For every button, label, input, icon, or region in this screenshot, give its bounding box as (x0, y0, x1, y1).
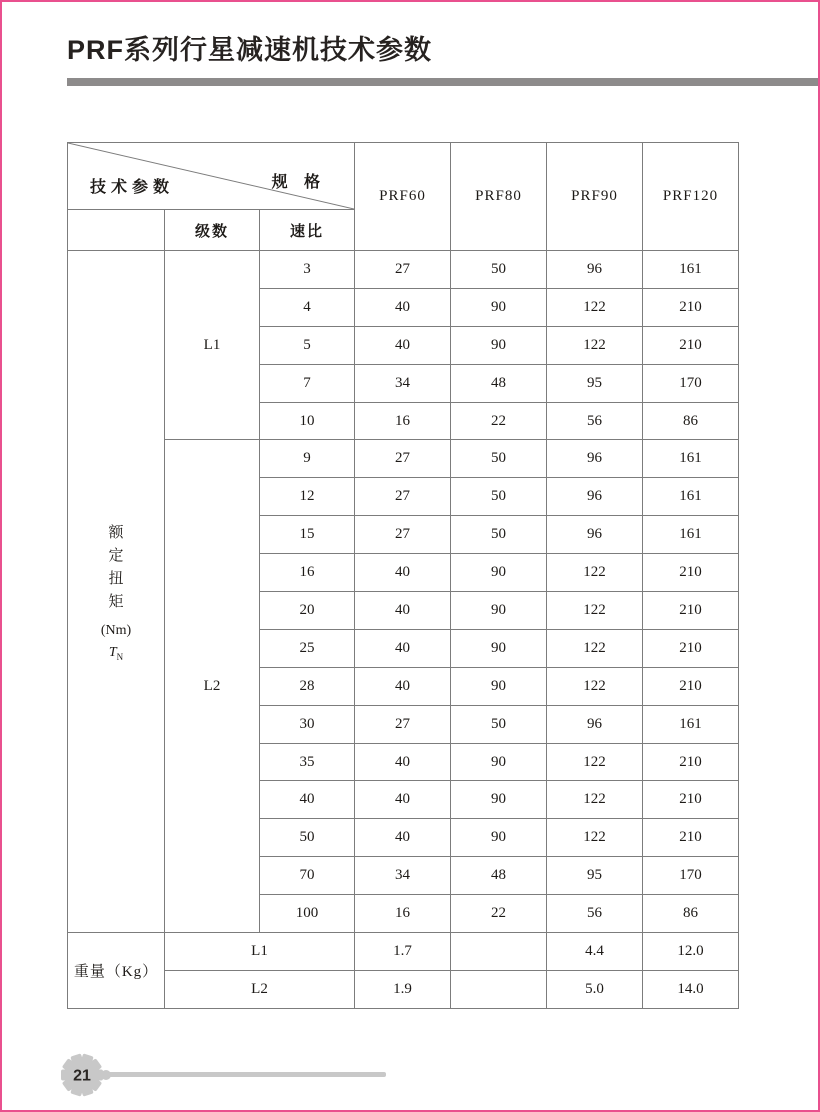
weight-value-cell: 14.0 (643, 971, 739, 1009)
corner-label-spec: 规 格 (271, 174, 327, 191)
value-cell: 122 (547, 819, 643, 857)
value-cell: 210 (643, 326, 739, 364)
value-cell: 86 (643, 402, 739, 440)
value-cell: 90 (451, 554, 547, 592)
weight-value-cell (451, 971, 547, 1009)
blank-cell (68, 210, 165, 251)
value-cell: 161 (643, 440, 739, 478)
value-cell: 95 (547, 857, 643, 895)
value-cell: 210 (643, 288, 739, 326)
stage-cell: L2 (165, 440, 260, 933)
value-cell: 22 (451, 895, 547, 933)
value-cell: 90 (451, 819, 547, 857)
ratio-cell: 100 (260, 895, 355, 933)
footer-line (108, 1072, 386, 1077)
value-cell: 40 (355, 819, 451, 857)
ratio-cell: 28 (260, 667, 355, 705)
value-cell: 27 (355, 705, 451, 743)
subheader-ratio: 速比 (260, 210, 355, 251)
value-cell: 90 (451, 629, 547, 667)
column-header-prf80: PRF80 (451, 143, 547, 251)
value-cell: 27 (355, 251, 451, 289)
weight-value-cell: 5.0 (547, 971, 643, 1009)
ratio-cell: 15 (260, 516, 355, 554)
spec-table (67, 142, 739, 1009)
value-cell: 95 (547, 364, 643, 402)
value-cell: 90 (451, 781, 547, 819)
ratio-cell: 5 (260, 326, 355, 364)
ratio-cell: 40 (260, 781, 355, 819)
value-cell: 161 (643, 478, 739, 516)
value-cell: 122 (547, 629, 643, 667)
value-cell: 90 (451, 326, 547, 364)
value-cell: 48 (451, 857, 547, 895)
column-header-prf90: PRF90 (547, 143, 643, 251)
value-cell: 16 (355, 402, 451, 440)
value-cell: 96 (547, 705, 643, 743)
value-cell: 22 (451, 402, 547, 440)
ratio-cell: 3 (260, 251, 355, 289)
value-cell: 40 (355, 554, 451, 592)
value-cell: 90 (451, 667, 547, 705)
column-header-prf120: PRF120 (643, 143, 739, 251)
ratio-cell: 35 (260, 743, 355, 781)
ratio-cell: 50 (260, 819, 355, 857)
value-cell: 122 (547, 743, 643, 781)
value-cell: 50 (451, 478, 547, 516)
value-cell: 56 (547, 895, 643, 933)
torque-label-cell (68, 251, 165, 933)
value-cell: 40 (355, 288, 451, 326)
value-cell: 122 (547, 592, 643, 630)
value-cell: 16 (355, 895, 451, 933)
weight-value-cell (451, 933, 547, 971)
table-corner-cell (68, 143, 355, 210)
value-cell: 40 (355, 326, 451, 364)
value-cell: 210 (643, 554, 739, 592)
page-number-gear-badge (58, 1051, 106, 1099)
stage-cell: L1 (165, 251, 260, 440)
ratio-cell: 4 (260, 288, 355, 326)
torque-symbol: $T_N$ (108, 644, 124, 662)
weight-row (68, 933, 739, 971)
value-cell: 50 (451, 251, 547, 289)
value-cell: 96 (547, 516, 643, 554)
weight-value-cell: 12.0 (643, 933, 739, 971)
table-header-row (68, 143, 739, 210)
value-cell: 122 (547, 667, 643, 705)
value-cell: 40 (355, 743, 451, 781)
ratio-cell: 70 (260, 857, 355, 895)
page-number: 21 (73, 1067, 91, 1085)
value-cell: 210 (643, 781, 739, 819)
value-cell: 170 (643, 364, 739, 402)
column-header-prf60: PRF60 (355, 143, 451, 251)
value-cell: 210 (643, 743, 739, 781)
value-cell: 122 (547, 326, 643, 364)
table-row (68, 440, 739, 478)
weight-stage-cell: L1 (165, 933, 355, 971)
value-cell: 90 (451, 288, 547, 326)
value-cell: 122 (547, 781, 643, 819)
value-cell: 27 (355, 516, 451, 554)
value-cell: 90 (451, 592, 547, 630)
weight-value-cell: 1.9 (355, 971, 451, 1009)
value-cell: 50 (451, 516, 547, 554)
value-cell: 40 (355, 667, 451, 705)
value-cell: 27 (355, 440, 451, 478)
table-body (68, 251, 739, 1009)
subheader-stages: 级数 (165, 210, 260, 251)
ratio-cell: 12 (260, 478, 355, 516)
value-cell: 56 (547, 402, 643, 440)
ratio-cell: 9 (260, 440, 355, 478)
value-cell: 40 (355, 629, 451, 667)
value-cell: 122 (547, 288, 643, 326)
ratio-cell: 10 (260, 402, 355, 440)
value-cell: 34 (355, 857, 451, 895)
corner-label-params: 技术参数 (90, 179, 175, 196)
value-cell: 40 (355, 781, 451, 819)
value-cell: 210 (643, 592, 739, 630)
value-cell: 86 (643, 895, 739, 933)
weight-value-cell: 4.4 (547, 933, 643, 971)
value-cell: 27 (355, 478, 451, 516)
table-row (68, 251, 739, 289)
value-cell: 40 (355, 592, 451, 630)
value-cell: 170 (643, 857, 739, 895)
page-title: PRF系列行星减速机技术参数 (67, 35, 432, 65)
value-cell: 96 (547, 478, 643, 516)
torque-label-vertical: 额定扭矩 (108, 524, 124, 611)
ratio-cell: 20 (260, 592, 355, 630)
value-cell: 50 (451, 440, 547, 478)
ratio-cell: 25 (260, 629, 355, 667)
value-cell: 210 (643, 819, 739, 857)
value-cell: 161 (643, 251, 739, 289)
value-cell: 50 (451, 705, 547, 743)
value-cell: 48 (451, 364, 547, 402)
torque-unit: (Nm) (100, 622, 132, 638)
ratio-cell: 7 (260, 364, 355, 402)
value-cell: 96 (547, 251, 643, 289)
weight-row (68, 971, 739, 1009)
value-cell: 90 (451, 743, 547, 781)
weight-value-cell: 1.7 (355, 933, 451, 971)
weight-stage-cell: L2 (165, 971, 355, 1009)
ratio-cell: 16 (260, 554, 355, 592)
title-underline-bar (67, 78, 818, 86)
value-cell: 96 (547, 440, 643, 478)
value-cell: 34 (355, 364, 451, 402)
value-cell: 161 (643, 705, 739, 743)
value-cell: 122 (547, 554, 643, 592)
value-cell: 210 (643, 629, 739, 667)
value-cell: 210 (643, 667, 739, 705)
value-cell: 161 (643, 516, 739, 554)
weight-label-cell: 重量（Kg） (68, 933, 165, 1009)
ratio-cell: 30 (260, 705, 355, 743)
